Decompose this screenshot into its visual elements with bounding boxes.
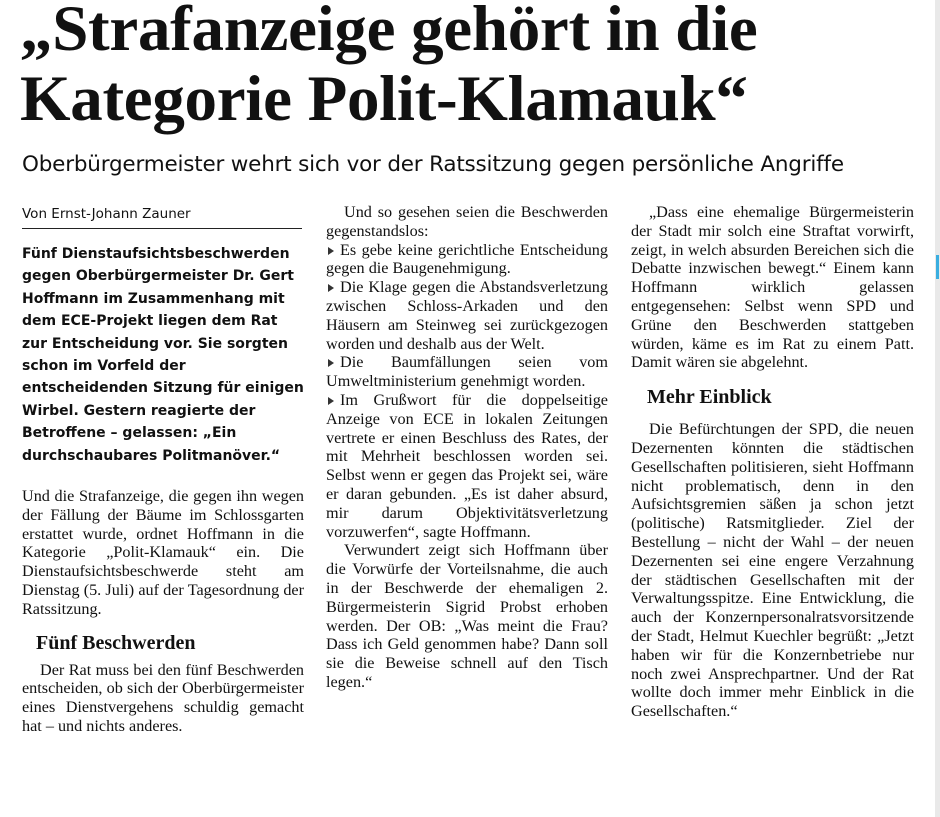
col2-paragraph-1: Und so gesehen seien die Beschwerden gegenstandslos: [326,203,608,240]
edge-marker [936,255,939,279]
column-3 [631,203,914,721]
bullet-item: Die Baumfällungen seien vom Umweltministerium genehmigt worden. [326,353,608,391]
col1-paragraph-2: Der Rat muss bei den fünf Beschwerden entscheiden, ob sich der Oberbürgermeister eines Dienstvergehens schuldig gemacht hat – und nichts anderes. [22,660,304,735]
bullet-item: Es gebe keine gerichtliche Entscheidung gegen die Baugenehmigung. [326,240,608,278]
subheadline: Oberbürgermeister wehrt sich vor der Ratssitzung gegen persönliche Angriffe [22,152,844,177]
col2-paragraph-2: Verwundert zeigt sich Hoffmann über die Vorwürfe der Vorteilsnahme, die auch in der Beschwerde der ehemaligen 2. Bürgermeisterin Sigrid Probst erhoben werden. Der OB: „Was meint die Frau? Dass ich Geld genommen habe? Dann soll sie die Beweise schnell auf den Tisch legen.“ [326,541,608,691]
bullet-item: Die Klage gegen die Abstandsverletzung zwischen Schloss-Arkaden und den Häusern am Steinweg sei zurückgezogen worden und deshalb aus der Welt. [326,278,608,353]
col1-paragraph-1: Und die Strafanzeige, die gegen ihn wegen der Fällung der Bäume im Schlossgarten erstattet wurde, ordnet Hoffmann in die Kategorie „Polit-Klamauk“ ein. Die Dienstaufsichtsbeschwerde steht am Dienstag (5. Juli) auf der Tagesordnung der Ratssitzung. [22,487,304,618]
column-1 [22,487,304,736]
triangle-bullet-icon [328,284,334,292]
scan-edge [935,0,940,817]
triangle-bullet-icon [328,397,334,405]
headline-line-2: Kategorie Polit-Klamauk“ [20,63,748,135]
headline-line-1: „Strafanzeige gehört in die [20,0,758,65]
triangle-bullet-icon [328,247,334,255]
col1-subheading: Fünf Beschwerden [36,631,196,654]
col3-paragraph-2: Die Befürchtungen der SPD, die neuen Dezernenten könnten die städtischen Gesellschaften politisieren, sieht Hoffmann nicht problematisch, denn in den Aufsichtsgremien säßen ja schon jetzt (politische) Ratsmitglieder. Ziel der Bestellung – nicht der Wahl – der neuen Dezernenten sei eine engere Verzahnung der städtischen Gesellschaften mit der Verwaltungsspitze. Eine Entwicklung, die auch der Konzernpersonalratsvorsitzende der Stadt, Helmut Kuechler begrüßt: „Jetzt haben wir für die Konzernbetriebe nur noch zwei Ansprechpartner. Und der Rat wollte doch immer mehr Einblick in die Gesellschaften.“ [631,420,914,721]
column-2 [326,203,608,692]
byline: Von Ernst-Johann Zauner [22,204,302,229]
col3-paragraph-1: „Dass eine ehemalige Bürgermeisterin der Stadt mir solch eine Straftat vorwirft, zeigt, in welch absurden Bereichen sich die Debatte inzwischen bewegt.“ Einem kann Hoffmann wirklich gelassen entgegensehen: Selbst wenn SPD und Grüne den Beschwerden stattgeben würden, käme es im Rat zu einem Patt. Damit wären sie abgelehnt. [631,203,914,372]
lead-paragraph: Fünf Dienstaufsichtsbeschwerden gegen Oberbürgermeister Dr. Gert Hoffmann im Zusammenhang mit dem ECE-Projekt liegen dem Rat zur Entscheidung vor. Sie sorgten schon im Vorfeld der entscheidenden Sitzung für einigen Wirbel. Gestern reagierte der Betroffene – gelassen: „Ein durchschaubares Politmanöver.“ [22,246,304,464]
bullet-item: Im Grußwort für die doppelseitige Anzeige von ECE in lokalen Zeitungen vertrete er einen Beschluss des Rates, der mit Mehrheit beschlossen worden sei. Selbst wenn er gegen das Projekt sei, wäre er daran gebunden. „Es ist daher absurd, mir darum Objektivitätsverletzung vorzuwerfen“, sagte Hoffmann. [326,390,608,541]
col3-subheading: Mehr Einblick [647,386,772,409]
headline [20,0,920,134]
triangle-bullet-icon [328,359,334,367]
